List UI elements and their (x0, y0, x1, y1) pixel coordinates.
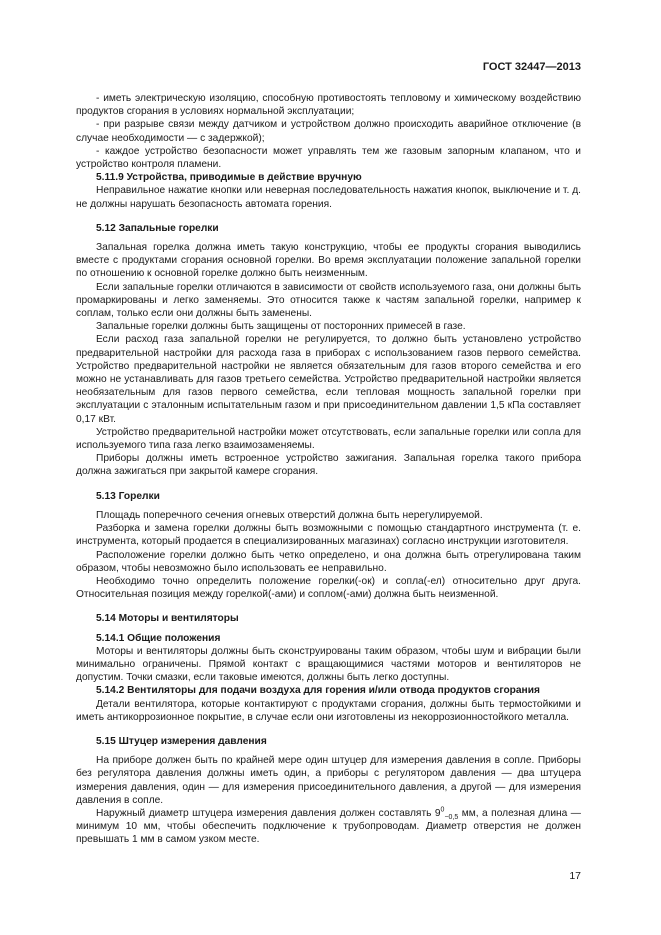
paragraph: Запальная горелка должна иметь такую конструкцию, чтобы ее продукты сгорания выводились вместе с продуктами сгорания основной горелки. Во время эксплуатации положение запальной горелки по отношению к основной горелке должно быть неизменным. (76, 242, 581, 280)
paragraph: - каждое устройство безопасности может управлять тем же газовым запорным клапаном, что и устройство контроля пламени. (76, 145, 581, 171)
paragraph (76, 807, 581, 847)
paragraph: Если запальные горелки отличаются в зависимости от свойств используемого газа, они должны быть промаркированы и легко заменяемы. Это относится также к частям запальной горелки, например к соплам, только если они должны быть заменены. (76, 281, 581, 320)
paragraph: Приборы должны иметь встроенное устройство зажигания. Запальная горелка такого прибора должна зажигаться при закрытой камере сгорания. (76, 453, 581, 478)
paragraph: Если расход газа запальной горелки не регулируется, то должно быть установлено устройство предварительной настройки для расхода газа в приборах с использованием газов первого семейства. Устройство предварительной настройки не является обязательным для газов второго семейства и его можно не устанавливать для газов третьего семейства. Устройство предварительной настройки является необязательным для газов первого семейства, если тепловая мощность запальной горелки при эксплуатации с эталонным испытательным газом и при присоединительном давлении 1,5 кПа составляет 0,17 кВт. (76, 334, 581, 425)
paragraph: - иметь электрическую изоляцию, способную противостоять тепловому и химическому воздействию продуктов сгорания в условиях нормальной эксплуатации; (76, 93, 581, 118)
paragraph: Неправильное нажатие кнопки или неверная последовательность нажатия кнопок, выключение и т. д. не должны нарушать безопасность автомата горения. (76, 185, 581, 210)
paragraph: Необходимо точно определить положение горелки(-ок) и сопла(-ел) относительно друг друга. Относительная позиция между горелкой(-ами) и соплом(-ами) должна быть неизменной. (76, 575, 581, 601)
section-heading: 5.12 Запальные горелки (96, 222, 219, 234)
section-heading: 5.11.9 Устройства, приводимые в действие вручную (96, 172, 362, 184)
paragraph: - при разрыве связи между датчиком и устройством должно происходить аварийное отключение (в случае необходимости — с задержкой); (76, 119, 581, 144)
page-number: 17 (569, 870, 581, 882)
section-heading: 5.14 Моторы и вентиляторы (96, 613, 239, 625)
subsection-heading: 5.14.2 Вентиляторы для подачи воздуха для горения и/или отвода продуктов сгорания (96, 685, 540, 697)
paragraph: Запальные горелки должны быть защищены от посторонних примесей в газе. (96, 321, 466, 333)
paragraph-text: мм, а полезная длина — минимум 10 мм, чтобы обеспечить подключение к трубопроводам. Диаметр отверстия не должен превышать 1 мм в самом узком месте. (76, 807, 581, 846)
document-id: ГОСТ 32447—2013 (482, 61, 581, 73)
paragraph-text: Наружный диаметр штуцера измерения давления должен составлять 9 (96, 807, 441, 819)
section-heading: 5.15 Штуцер измерения давления (96, 735, 267, 747)
paragraph: Детали вентилятора, которые контактируют с продуктами сгорания, должны быть термостойкими и иметь антикоррозионное покрытие, в случае если они изготовлены из некоррозионностойкого металла. (76, 698, 581, 723)
paragraph: На приборе должен быть по крайней мере один штуцер для измерения давления в сопле. Приборы без регулятора давления должны иметь один, а приборы с регулятором давления — два штуцера измерения давления, один — для измерения присоединительного давления, а другой — для измерения давления в сопле. (76, 755, 581, 806)
paragraph: Разборка и замена горелки должны быть возможными с помощью стандартного инструмента (т. е. инструмента, который продается в специализированных магазинах) согласно инструкции изготовителя. (76, 523, 581, 548)
document-body (76, 92, 581, 847)
paragraph: Устройство предварительной настройки может отсутствовать, если запальные горелки или сопла для используемого типа газа легко взаимозаменяемы. (76, 426, 581, 452)
subsection-heading: 5.14.1 Общие положения (96, 632, 221, 644)
paragraph: Моторы и вентиляторы должны быть сконструированы таким образом, чтобы шум и вибрации были минимально ограничены. Прямой контакт с вращающимися частями моторов и вентиляторов не допустим. Точки смазки, если таковые имеются, должны быть легко доступны. (76, 645, 581, 684)
tolerance-lower: −0,5 (444, 813, 459, 821)
paragraph: Площадь поперечного сечения огневых отверстий должна быть нерегулируемой. (96, 509, 483, 521)
tolerance-upper: 0 (440, 806, 445, 814)
paragraph: Расположение горелки должно быть четко определено, и она должна быть отрегулирована таким образом, чтобы невозможно было использовать ее неправильно. (76, 549, 581, 574)
section-heading: 5.13 Горелки (96, 490, 160, 502)
